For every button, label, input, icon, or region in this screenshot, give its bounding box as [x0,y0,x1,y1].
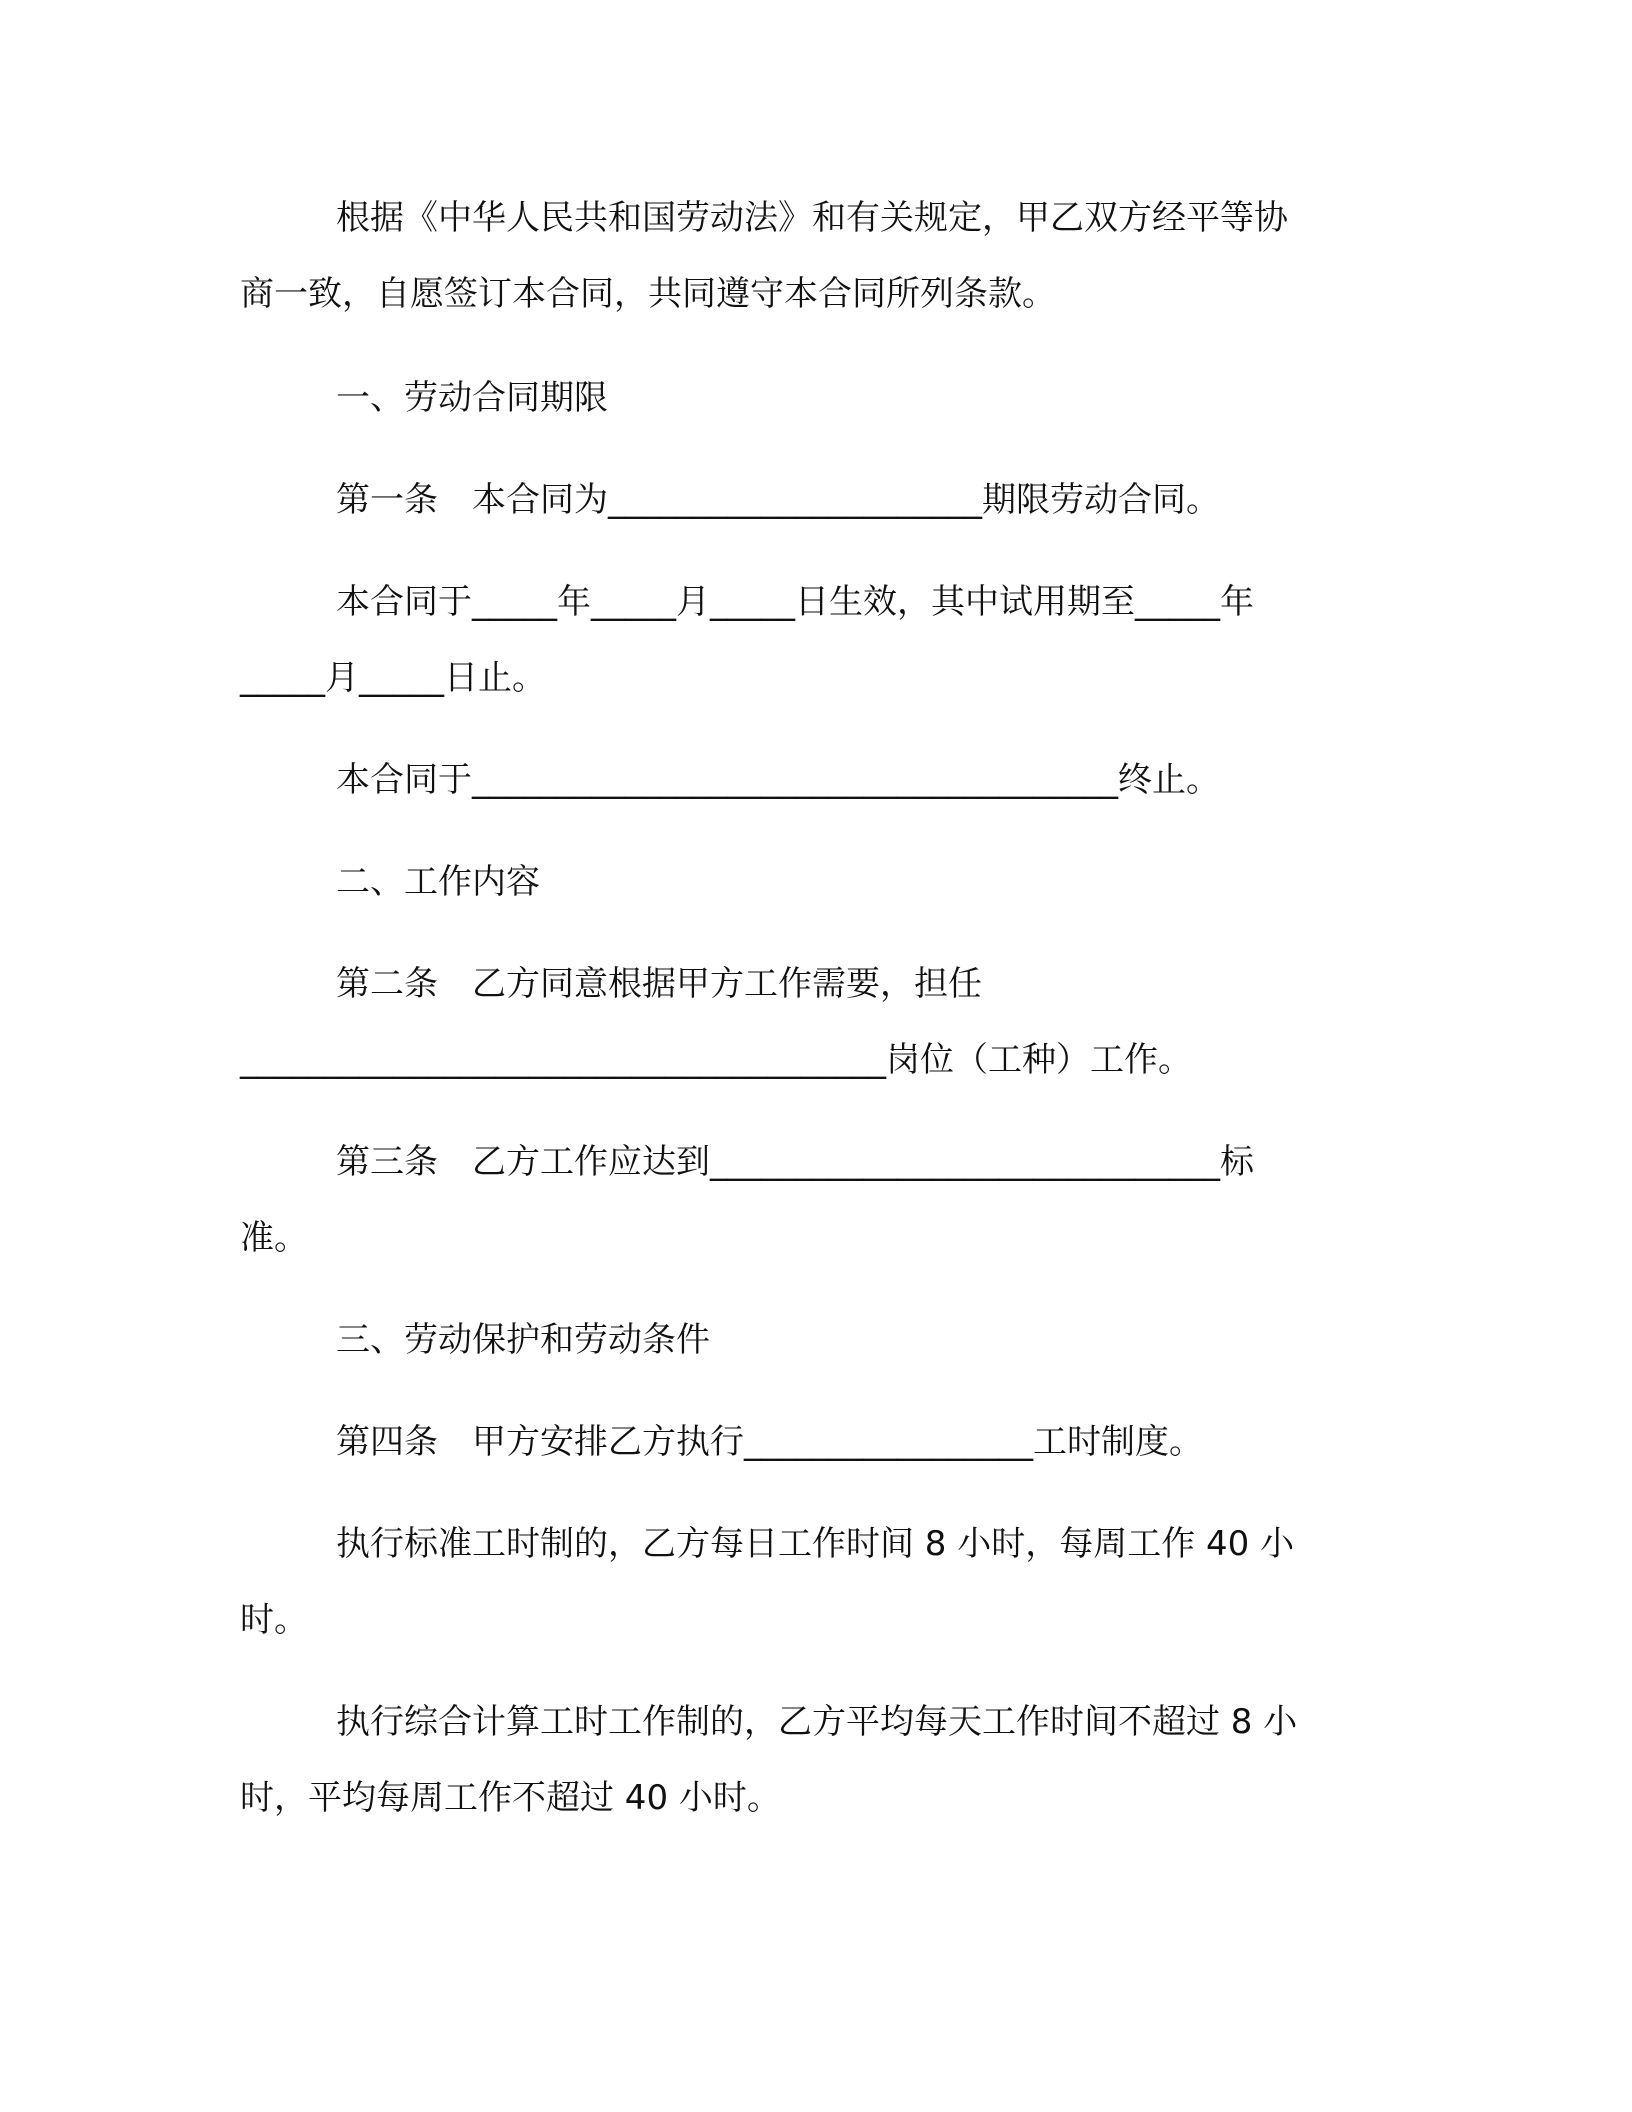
article-4: 第四条 甲方安排乙方执行_________________工时制度。 [336,1422,1203,1462]
paragraph-intro-line-1: 根据《中华人民共和国劳动法》和有关规定，甲乙双方经平等协 [336,198,1288,238]
article-2-line-2: ______________________________________岗位（工种）工作。 [240,1040,1192,1080]
effective-date-line-1: 本合同于_____年_____月_____日生效，其中试用期至_____年 [336,582,1254,622]
standard-hours-line-2: 时。 [240,1600,308,1640]
article-3-line-1: 第三条 乙方工作应达到______________________________标 [336,1142,1254,1182]
section-heading-work-content: 二、工作内容 [336,862,540,902]
article-2-line-1: 第二条 乙方同意根据甲方工作需要，担任 [336,964,982,1004]
section-heading-labor-protection: 三、劳动保护和劳动条件 [336,1320,710,1360]
standard-hours-line-1: 执行标准工时制的，乙方每日工作时间 8 小时，每周工作 40 小 [336,1524,1295,1564]
article-1: 第一条 本合同为______________________期限劳动合同。 [336,480,1220,520]
effective-date-line-2: _____月_____日止。 [240,658,546,698]
comprehensive-hours-line-1: 执行综合计算工时工作制的，乙方平均每天工作时间不超过 8 小 [336,1702,1298,1742]
article-3-line-2: 准。 [240,1218,308,1258]
comprehensive-hours-line-2: 时，平均每周工作不超过 40 小时。 [240,1778,781,1818]
section-heading-contract-term: 一、劳动合同期限 [336,378,608,418]
paragraph-intro-line-2: 商一致，自愿签订本合同，共同遵守本合同所列条款。 [240,274,1056,314]
termination-line: 本合同于______________________________________终止。 [336,760,1220,800]
